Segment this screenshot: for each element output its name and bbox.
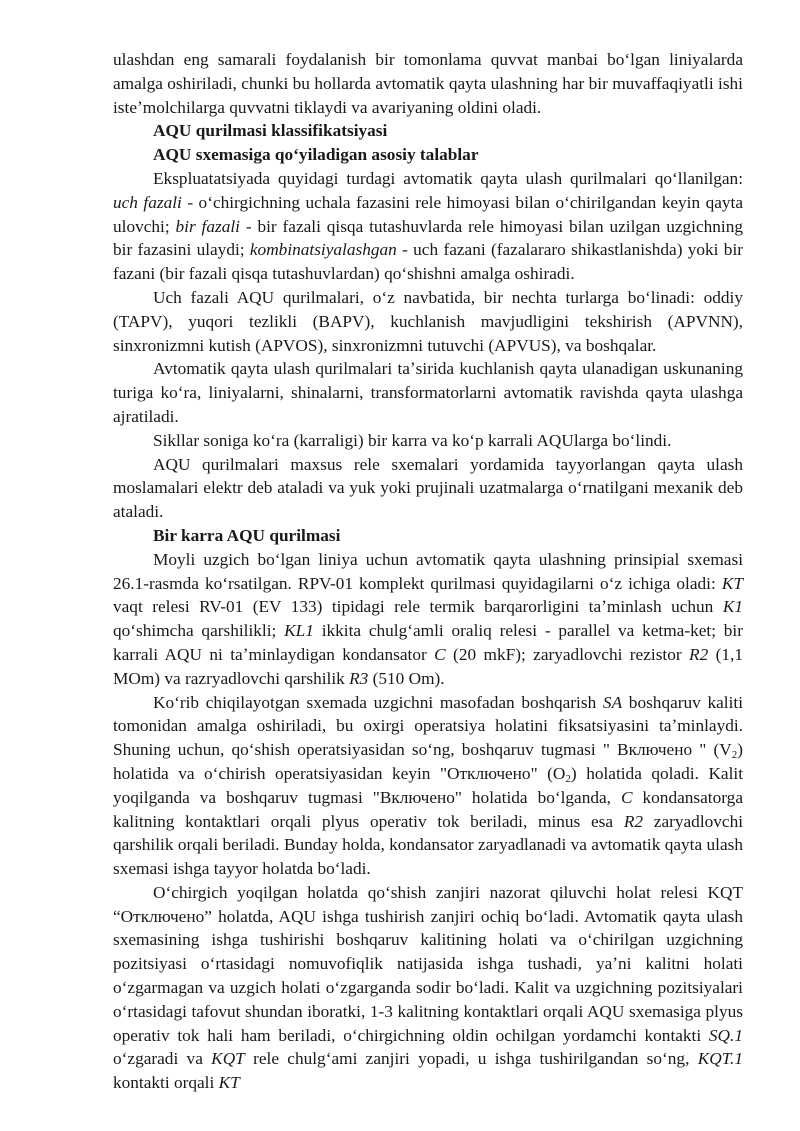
term-combined: kombinatsiyalashgan — [249, 240, 397, 260]
text-run: ) holatida qoladi. Kalit yoqilganda va boshqaruv tugmasi "Включено" holatida boʻlganda, — [113, 763, 743, 807]
symbol-sa: SA — [602, 692, 623, 712]
symbol-r2: R2 — [689, 644, 709, 664]
symbol-c: C — [434, 644, 446, 664]
paragraph-electric-mechanic: AQU qurilmalari maxsus rele sxemalari yordamida tayyorlangan qayta ulash moslamalari elektr deb ataladi va yuk yoki prujinali uzatmalarga oʻrnatilgani mexanik deb ataladi. — [113, 454, 743, 522]
heading-classification: AQU qurilmasi klassifikatsiyasi — [153, 121, 388, 141]
term-three-phase: uch fazali — [113, 192, 182, 212]
symbol-sq1: SQ.1 — [708, 1025, 743, 1045]
text-run: qoʻshimcha qarshilikli; — [113, 621, 285, 641]
subscript: 2 — [731, 749, 738, 762]
heading-single-shot: Bir karra AQU qurilmasi — [153, 525, 341, 545]
text-run: ikkita chulgʻamli oraliq relesi - parallel va ketma-ket; bir karrali AQU ni taʼminlaydigan kondansator — [113, 621, 743, 664]
text-run: Koʻrib chiqilayotgan sxemada uzgichni masofadan boshqarish — [153, 692, 603, 712]
heading-requirements: AQU sxemasiga qoʻyiladigan asosiy talablar — [153, 145, 479, 165]
text-run: rele chulgʻami zanjiri yopadi, u ishga tushirilgandan soʻng, — [244, 1049, 698, 1069]
symbol-kt: KT — [721, 573, 743, 593]
paragraph-breaker-state — [113, 881, 743, 1095]
subscript: 2 — [565, 772, 571, 785]
text-run: (1,1 MOm) va razryadlovchi qarshilik — [113, 644, 743, 688]
text-run: zaryadlovchi qarshilik orqali beriladi. Bunday holda, kondansator zaryadlanadi va avtomatik qayta ulash sxemasi ishga tayyor holatda boʻladi. — [113, 811, 744, 879]
symbol-kl1: KL1 — [284, 621, 314, 641]
text-run: - oʻchirgichning uchala fazasini rele himoyasi bilan oʻchirilgandan keyin qayta ulovchi; — [113, 192, 743, 236]
symbol-r2: R2 — [623, 811, 644, 831]
text-run: oʻzgaradi va — [113, 1049, 212, 1069]
symbol-kqt1: KQT.1 — [697, 1049, 743, 1069]
paragraph-schematic — [113, 548, 743, 691]
text-run: ) holatida va oʻchirish operatsiyasidan keyin "Отключено" (O — [113, 740, 743, 783]
symbol-kqt: KQT — [211, 1049, 245, 1069]
text-run: (20 mkF); zaryadlovchi rezistor — [445, 644, 690, 664]
paragraph-control-key — [113, 691, 743, 881]
paragraph-cycles: Sikllar soniga koʻra (karraligi) bir karra va koʻp karrali AQUlarga boʻlindi. — [153, 430, 672, 450]
text-run: - uch fazani (fazalararo shikastlanishda) yoki bir fazani (bir fazali qisqa tutashuvlardan) qoʻshishni amalga oshiradi. — [113, 240, 743, 284]
text-run: boshqaruv kaliti tomonidan amalga oshiriladi, bu oxirgi operatsiya holatini fiksatsiyasini taʼminlaydi. Shuning uchun, qoʻshish operatsiyasidan soʻng, boshqaruv tugmasi " Включено " (V — [113, 692, 743, 760]
symbol-kt: KT — [218, 1073, 240, 1093]
text-run: Moyli uzgich boʻlgan liniya uchun avtomatik qayta ulashning prinsipial sxemasi 26.1-rasmda koʻrsatilgan. RPV-01 komplekt qurilmasi quyidagilarni oʻz ichiga oladi: — [113, 549, 743, 593]
paragraph-equipment: Avtomatik qayta ulash qurilmalari taʼsirida kuchlanish qayta ulanadigan uskunaning turiga koʻra, liniyalarni, shinalarni, transformatorlarni avtomatik ravishda qayta ulashga ajratiladi. — [113, 359, 743, 426]
paragraph-intro: ulashdan eng samarali foydalanish bir tomonlama quvvat manbai boʻlgan liniyalarda amalga oshiriladi, chunki bu hollarda avtomatik qayta ulashning har bir muvaffaqiyatli ishi isteʼmolchilarga quvvatni tiklaydi va avariyaning oldini oladi. — [113, 50, 743, 117]
document-page — [113, 48, 743, 1095]
text-run: kondansatorga kalitning kontaktlari orqali plyus operativ tok beriladi, minus esa — [113, 787, 743, 831]
text-run: Ekspluatatsiyada quyidagi turdagi avtomatik qayta ulash qurilmalari qoʻllanilgan: — [153, 168, 743, 188]
symbol-r3: R3 — [349, 668, 369, 688]
paragraph-types — [113, 167, 743, 286]
paragraph-three-phase-types: Uch fazali AQU qurilmalari, oʻz navbatida, bir nechta turlarga boʻlinadi: oddiy (TAPV), yuqori tezlikli (BAPV), kuchlanish mavjudligini tekshirish (APVNN), sinxronizmni kutish (APVOS), sinxronizmni tutuvchi (APVUS), va boshqalar. — [113, 287, 743, 355]
text-run: kontakti orqali — [113, 1073, 219, 1093]
symbol-k1: K1 — [722, 597, 743, 617]
text-run: Oʻchirgich yoqilgan holatda qoʻshish zanjiri nazorat qiluvchi holat relesi KQT “Отключено” holatda, AQU ishga tushirish zanjiri ochiq boʻladi. Avtomatik qayta ulash sxemasining ishga tushirishi boshqaruv kalitining holati va oʻchirilgan uzgichning pozitsiyasi oʻrtasidagi nomuvofiqlik natijasida ishga tushadi, yaʼni kalitni holati oʻzgarmagan va uzgich holati oʻzgarganda sodir boʻladi. Kalit va uzgichning pozitsiyalari oʻrtasidagi tafovut shundan iboratki, 1-3 kalitning kontaktlari orqali AQU sxemasiga plyus operativ tok hali ham beriladi, oʻchirgichning oldin ochilgan yordamchi kontakti — [113, 882, 743, 1045]
text-run: - bir fazali qisqa tutashuvlarda rele himoyasi bilan uzilgan uzgichning bir fazasini ulaydi; — [113, 216, 743, 260]
symbol-c: C — [621, 787, 633, 807]
term-single-phase: bir fazali — [175, 216, 240, 236]
text-run: vaqt relesi RV-01 (EV 133) tipidagi rele termik barqarorligini taʼminlash uchun — [113, 597, 723, 617]
text-run: (510 Om). — [368, 668, 445, 688]
